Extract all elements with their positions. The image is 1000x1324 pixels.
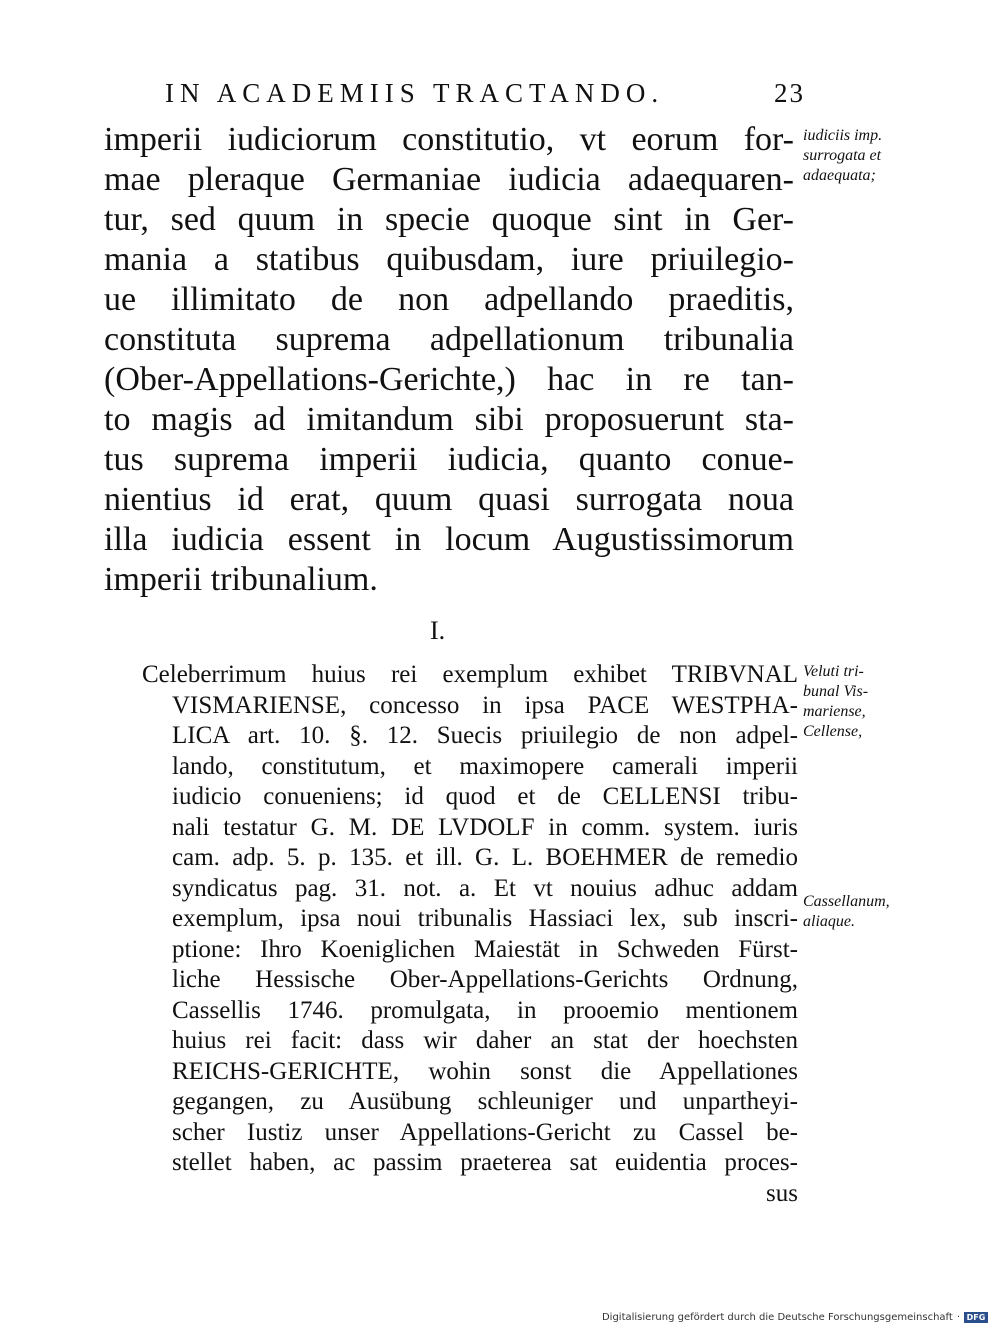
main-line: (Ober-Appellations-Gerichte,) hac in re tan- [104,361,794,398]
main-line: constituta suprema adpellationum tribunalia [104,321,794,358]
body-line: nali testatur G. M. DE LVDOLF in comm. system. iuris [172,813,798,841]
margin-note-3 [803,892,890,932]
body-paragraph [142,660,798,1209]
body-line: iudicio conueniens; id quod et de CELLENSI tribu- [172,783,798,810]
margin-note-line: Cassellanum, [803,893,890,910]
body-line: syndicatus pag. 31. not. a. Et vt nouius adhuc addam [172,874,798,902]
main-line: mae pleraque Germaniae iudicia adaequaren- [104,161,794,198]
body-line: stellet haben, ac passim praeterea sat euidentia proces- [172,1149,798,1176]
body-line: lando, constitutum, et maximopere camerali imperii [172,752,798,780]
body-line: scher Iustiz unser Appellations-Gericht zu Cassel be- [172,1118,798,1146]
body-line: Celeberrimum huius rei exemplum exhibet TRIBVNAL [142,661,798,688]
main-paragraph [104,120,794,600]
main-line: tur, sed quum in specie quoque sint in Ger- [104,201,794,238]
body-line: huius rei facit: dass wir daher an stat der hoechsten [172,1027,798,1054]
margin-note-line: adaequata; [803,167,876,184]
margin-note-line: bunal Vis- [803,683,869,700]
running-title: IN ACADEMIIS TRACTANDO. [165,78,665,108]
digitization-footer [602,1311,988,1323]
margin-note-1 [803,126,882,186]
section-number: I. [430,616,446,645]
body-line: VISMARIENSE, concesso in ipsa PACE WESTPHA- [172,691,798,719]
body-line: exemplum, ipsa noui tribunalis Hassiaci lex, sub inscri- [172,905,798,932]
main-line: illa iudicia essent in locum Augustissimorum [104,521,794,558]
body-line: cam. adp. 5. p. 135. et ill. G. L. BOEHMER de remedio [172,844,798,871]
page-number: 23 [774,78,805,108]
main-line: tus suprema imperii iudicia, quanto conue- [104,441,794,478]
main-line: mania a statibus quibusdam, iure priuilegio- [104,241,794,278]
margin-note-line: aliaque. [803,913,855,930]
body-line: LICA art. 10. §. 12. Suecis priuilegio de non adpel- [172,722,798,749]
dfg-logo-icon: DFG [964,1312,988,1323]
body-line: liche Hessische Ober-Appellations-Gerichts Ordnung, [172,966,798,993]
main-line: imperii iudiciorum constitutio, vt eorum for- [104,121,794,158]
body-line: ptione: Ihro Koeniglichen Maiestät in Schweden Fürst- [172,935,798,963]
margin-note-line: mariense, [803,703,866,720]
body-line: Cassellis 1746. promulgata, in prooemio mentionem [172,996,798,1024]
margin-note-line: iudiciis imp. [803,127,883,144]
body-line: REICHS-GERICHTE, wohin sonst die Appellationes [172,1057,798,1085]
body-line: gegangen, zu Ausübung schleuniger und unpartheyi- [172,1088,798,1115]
margin-note-line: Cellense, [803,723,863,740]
footer-text: Digitalisierung gefördert durch die Deutsche Forschungsgemeinschaft [601,1311,953,1323]
footer-separator: · [956,1311,960,1323]
main-line: to magis ad imitandum sibi proposuerunt sta- [104,401,794,438]
body-line: sus [766,1179,798,1207]
running-head [165,78,805,114]
main-line: nientius id erat, quum quasi surrogata noua [104,481,794,518]
margin-note-line: Veluti tri- [803,663,864,680]
margin-note-line: surrogata et [803,147,882,164]
margin-note-2 [803,662,868,742]
main-line: imperii tribunalium. [104,561,378,598]
main-line: ue illimitato de non adpellando praeditis, [104,281,794,318]
